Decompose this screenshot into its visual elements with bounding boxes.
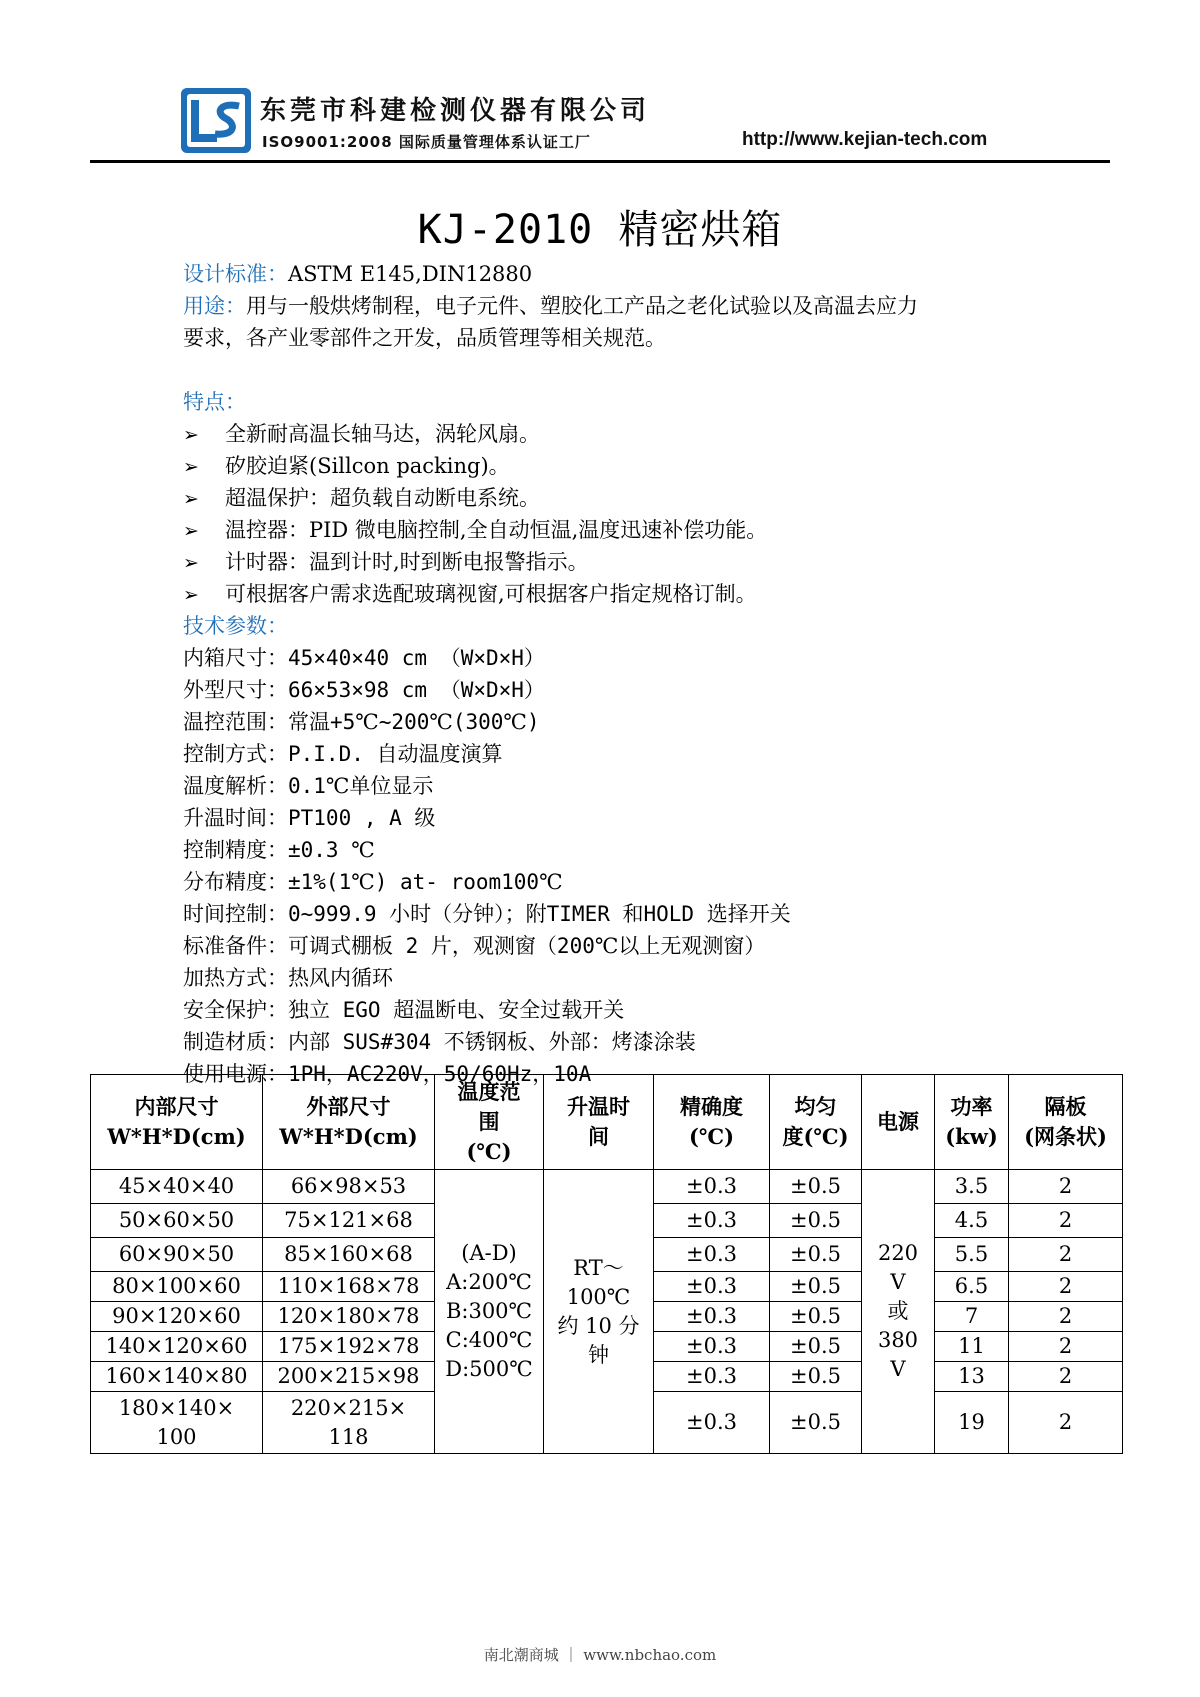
table-cell: 2 (1009, 1332, 1123, 1362)
tech-param: 加热方式：热风内循环 (183, 966, 393, 990)
cell-text: 间 (588, 1124, 609, 1149)
usage-line-1 (183, 290, 918, 320)
table-cell: 120×180×78 (263, 1302, 435, 1332)
table-cell: 90×120×60 (91, 1302, 263, 1332)
table-cell: 13 (935, 1362, 1009, 1392)
cell-text: 可根据客户需求选配玻璃视窗,可根据客户指定规格订制。 (225, 582, 757, 606)
cell-text: V (890, 1357, 906, 1381)
cell-text: (A-D) (461, 1241, 517, 1265)
cell-text: 矽胶迫紧(Sillcon packing)。 (225, 454, 510, 478)
table-cell: 50×60×50 (91, 1204, 263, 1238)
company-logo (181, 88, 251, 153)
header-power-supply: 电源 (862, 1075, 935, 1170)
table-cell: 2 (1009, 1272, 1123, 1302)
cell-text: 超温保护：超负载自动断电系统。 (225, 486, 540, 510)
table-cell: 175×192×78 (263, 1332, 435, 1362)
table-cell: 45×40×40 (91, 1170, 263, 1204)
feature-item (183, 514, 767, 544)
tech-param: 控制方式：P.I.D. 自动温度演算 (183, 742, 503, 766)
cell-text: 220×215× (290, 1395, 407, 1420)
tech-param: 使用电源：1PH，AC220V，50/60Hz，10A (183, 1062, 592, 1086)
table-cell: 6.5 (935, 1272, 1009, 1302)
cell-text: 约 10 分 (557, 1313, 640, 1338)
cell-text: 升温时 (567, 1094, 630, 1119)
tech-param: 制造材质：内部 SUS#304 不锈钢板、外部：烤漆涂装 (183, 1030, 696, 1054)
table-cell: 7 (935, 1302, 1009, 1332)
cell-text: 温度范 (457, 1079, 521, 1104)
table-cell: 2 (1009, 1170, 1123, 1204)
company-url[interactable]: http://www.kejian-tech.com (742, 129, 988, 150)
table-cell: 2 (1009, 1392, 1123, 1454)
cell-text: 度(℃) (782, 1124, 849, 1149)
tech-param: 标准备件：可调式棚板 2 片，观测窗（200℃以上无观测窗） (183, 934, 766, 958)
table-cell: 2 (1009, 1238, 1123, 1272)
table-cell: 200×215×98 (263, 1362, 435, 1392)
cell-text: A:200℃ (446, 1270, 532, 1294)
cell-text: C:400℃ (445, 1328, 533, 1352)
cell-text: 内部尺寸 (134, 1094, 219, 1119)
table-cell: ±0.3 (654, 1238, 770, 1272)
table-cell: ±0.3 (654, 1362, 770, 1392)
table-cell: 60×90×50 (91, 1238, 263, 1272)
arrow-bullet-icon: ➢ (183, 488, 199, 510)
cell-text: (℃) (466, 1139, 512, 1164)
arrow-bullet-icon: ➢ (183, 456, 199, 478)
company-name: 东莞市科建检测仪器有限公司 (260, 96, 651, 126)
table-cell: ±0.5 (770, 1238, 862, 1272)
table-cell (263, 1392, 435, 1454)
heat-time-cell (544, 1170, 654, 1454)
cell-text: 外部尺寸 (306, 1094, 391, 1119)
cell-text: 220 (877, 1241, 919, 1265)
page-title: KJ-2010 精密烘箱 (417, 207, 783, 253)
table-cell: 140×120×60 (91, 1332, 263, 1362)
cell-text: 精确度 (680, 1094, 743, 1119)
arrow-bullet-icon: ➢ (183, 424, 199, 446)
header-uniformity (770, 1075, 862, 1170)
page-header (0, 0, 1200, 165)
cell-text: 功率 (950, 1094, 993, 1119)
table-cell: ±0.5 (770, 1302, 862, 1332)
tech-param: 内箱尺寸：45×40×40 cm （W×D×H） (183, 646, 545, 670)
table-cell: 2 (1009, 1302, 1123, 1332)
table-cell: 2 (1009, 1362, 1123, 1392)
usage-text-2: 要求，各产业零部件之开发，品质管理等相关规范。 (183, 326, 666, 350)
table-cell: ±0.3 (654, 1302, 770, 1332)
cell-text: 380 (877, 1328, 919, 1352)
tech-param: 分布精度：±1%(1℃) at- room100℃ (183, 870, 563, 894)
header-temp-range (435, 1075, 544, 1170)
table-cell: 19 (935, 1392, 1009, 1454)
arrow-bullet-icon: ➢ (183, 552, 199, 574)
page-footer: 南北潮商城 ｜ www.nbchao.com (483, 1646, 717, 1664)
header-inner-size (91, 1075, 263, 1170)
feature-item (183, 578, 757, 608)
table-cell: 160×140×80 (91, 1362, 263, 1392)
table-cell: 11 (935, 1332, 1009, 1362)
cell-text: 温控器：PID 微电脑控制,全自动恒温,温度迅速补偿功能。 (225, 518, 768, 542)
table-cell: ±0.5 (770, 1332, 862, 1362)
cell-text: W*H*D(cm) (107, 1124, 246, 1149)
tech-params-heading: 技术参数： (183, 614, 288, 638)
cell-text: V (890, 1270, 906, 1294)
cell-text: W*H*D(cm) (279, 1124, 418, 1149)
table-cell: ±0.3 (654, 1332, 770, 1362)
table-cell: ±0.3 (654, 1170, 770, 1204)
table-cell: 85×160×68 (263, 1238, 435, 1272)
cell-text: 118 (328, 1424, 369, 1449)
cell-text: RT～ (573, 1255, 624, 1280)
cell-text: (kw) (945, 1124, 998, 1149)
table-row (91, 1170, 1123, 1204)
cell-text: (网条状) (1024, 1124, 1107, 1149)
cell-text: 钟 (588, 1342, 609, 1367)
header-shelves (1009, 1075, 1123, 1170)
cell-text: 均匀 (794, 1094, 837, 1119)
tech-param: 外型尺寸：66×53×98 cm （W×D×H） (183, 678, 545, 702)
table-cell: ±0.5 (770, 1204, 862, 1238)
table-cell: 3.5 (935, 1170, 1009, 1204)
cell-text: D:500℃ (445, 1357, 533, 1381)
usage-label: 用途： (183, 294, 246, 318)
table-cell: ±0.5 (770, 1272, 862, 1302)
table-cell: 4.5 (935, 1204, 1009, 1238)
tech-param: 时间控制：0~999.9 小时（分钟）；附TIMER 和HOLD 选择开关 (183, 902, 791, 926)
table-cell (91, 1392, 263, 1454)
company-certification: ISO9001:2008 国际质量管理体系认证工厂 (262, 133, 591, 151)
table-cell: 66×98×53 (263, 1170, 435, 1204)
table-cell: ±0.5 (770, 1170, 862, 1204)
table-cell: ±0.3 (654, 1204, 770, 1238)
usage-text-1: 用与一般烘烤制程，电子元件、塑胶化工产品之老化试验以及高温去应力 (246, 294, 918, 318)
table-cell: 2 (1009, 1204, 1123, 1238)
feature-item (183, 482, 540, 512)
cell-text: 隔板 (1044, 1094, 1087, 1119)
table-cell: ±0.5 (770, 1392, 862, 1454)
header-heat-time (544, 1075, 654, 1170)
feature-item (183, 450, 510, 480)
cell-text: 或 (887, 1299, 909, 1323)
cell-text: 计时器：温到计时,时到断电报警指示。 (225, 550, 589, 574)
cell-text: 围 (478, 1109, 500, 1134)
table-cell: ±0.3 (654, 1272, 770, 1302)
features-heading: 特点： (183, 390, 246, 414)
header-accuracy (654, 1075, 770, 1170)
tech-param: 温控范围：常温+5℃~200℃(300℃) (183, 710, 540, 734)
temp-range-cell (435, 1170, 544, 1454)
arrow-bullet-icon: ➢ (183, 584, 199, 606)
tech-param: 温度解析：0.1℃单位显示 (183, 774, 434, 798)
tech-param: 升温时间：PT100 , A 级 (183, 806, 436, 830)
feature-item (183, 546, 589, 576)
design-standard-label: 设计标准： (183, 262, 288, 286)
tech-param: 安全保护：独立 EGO 超温断电、安全过载开关 (183, 998, 625, 1022)
arrow-bullet-icon: ➢ (183, 520, 199, 542)
power-supply-cell (862, 1170, 935, 1454)
header-wattage (935, 1075, 1009, 1170)
spec-table (90, 1074, 1123, 1454)
table-cell: 5.5 (935, 1238, 1009, 1272)
table-cell: 110×168×78 (263, 1272, 435, 1302)
cell-text: 100 (156, 1424, 197, 1449)
table-cell: ±0.3 (654, 1392, 770, 1454)
cell-text: 全新耐高温长轴马达，涡轮风扇。 (225, 422, 540, 446)
cell-text: (℃) (688, 1124, 735, 1149)
cell-text: 100℃ (566, 1284, 631, 1309)
table-cell: ±0.5 (770, 1362, 862, 1392)
table-header-row (91, 1075, 1123, 1170)
header-outer-size (263, 1075, 435, 1170)
design-standard-value: ASTM E145,DIN12880 (288, 262, 533, 286)
design-standard (183, 258, 532, 288)
feature-item (183, 418, 540, 448)
table-cell: 75×121×68 (263, 1204, 435, 1238)
cell-text: 180×140× (118, 1395, 235, 1420)
tech-param: 控制精度：±0.3 ℃ (183, 838, 375, 862)
table-cell: 80×100×60 (91, 1272, 263, 1302)
header-divider (90, 160, 1110, 163)
cell-text: B:300℃ (445, 1299, 533, 1323)
